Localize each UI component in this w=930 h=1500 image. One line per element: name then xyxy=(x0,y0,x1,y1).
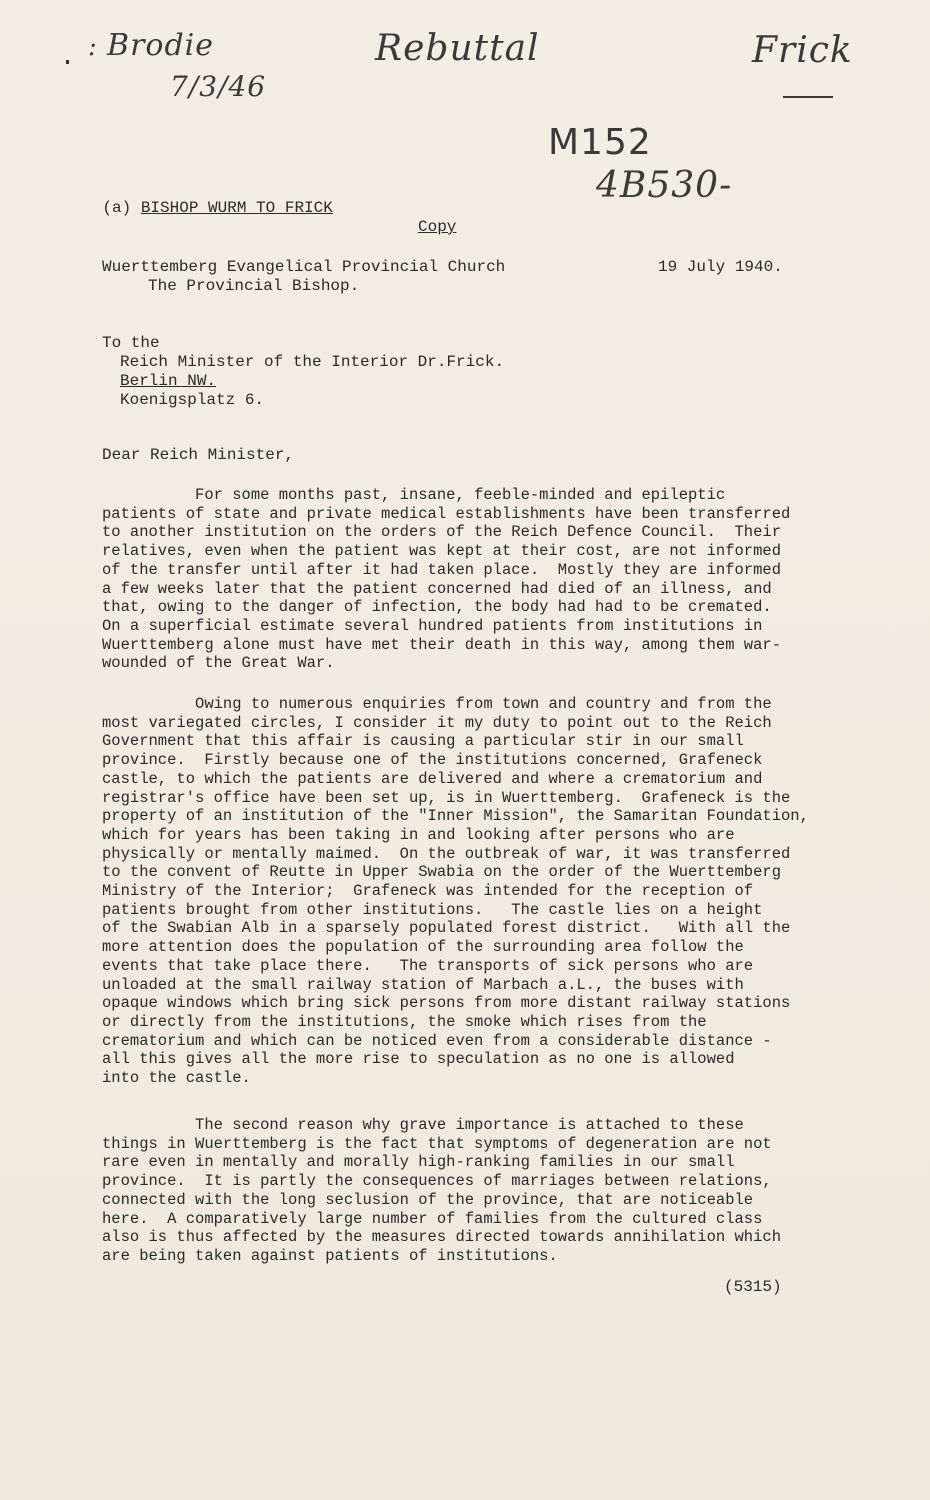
text-line: castle, to which the patients are delivered and where a crematorium and xyxy=(102,769,763,788)
copy-heading: Copy xyxy=(418,218,457,236)
text-line: most variegated circles, I consider it my duty to point out to the Reich xyxy=(102,713,772,732)
text-line: things in Wuerttemberg is the fact that symptoms of degeneration are not xyxy=(102,1134,772,1153)
document-number: (5315) xyxy=(724,1278,782,1296)
stray-mark xyxy=(66,60,69,64)
address-line-2: Berlin NW. xyxy=(120,372,217,390)
handwritten-doc-code-1: M152 xyxy=(548,122,652,163)
handwritten-note-date: 7/3/46 xyxy=(170,70,267,103)
text-line: of the Swabian Alb in a sparsely populated forest district. With all the xyxy=(102,919,791,938)
text-line: province. It is partly the consequences of marriages between relations, xyxy=(102,1172,772,1191)
text-line: Owing to numerous enquiries from town and country and from the xyxy=(102,695,772,713)
address-to: To the xyxy=(102,334,160,352)
letter-date: 19 July 1940. xyxy=(658,258,783,276)
text-line: Government that this affair is causing a particular stir in our small xyxy=(102,732,744,751)
text-line: patients brought from other institutions. The castle lies on a height xyxy=(102,900,763,919)
sender-title: The Provincial Bishop. xyxy=(148,277,360,295)
text-line: or directly from the institutions, the smoke which rises from the xyxy=(102,1012,707,1031)
text-line: patients of state and private medical establishments have been transferred xyxy=(102,504,791,523)
text-line: to another institution on the orders of the Reich Defence Council. Their xyxy=(102,523,782,542)
label-prefix: (a) xyxy=(102,199,132,217)
text-line: physically or mentally maimed. On the outbreak of war, it was transferred xyxy=(102,844,791,863)
handwritten-note-name: : Brodie xyxy=(88,28,215,63)
text-line: that, owing to the danger of infection, the body had had to be cremated. xyxy=(102,598,772,617)
address-line-3: Koenigsplatz 6. xyxy=(120,391,265,409)
text-line: Wuerttemberg alone must have met their death in this way, among them war- xyxy=(102,635,782,654)
text-line: to the convent of Reutte in Upper Swabia on the order of the Wuerttemberg xyxy=(102,863,782,882)
text-line: unloaded at the small railway station of Marbach a.L., the buses with xyxy=(102,975,744,994)
text-line: The second reason why grave importance is attached to these xyxy=(102,1116,744,1134)
text-line: a few weeks later that the patient concerned had died of an illness, and xyxy=(102,579,772,598)
text-line: relatives, even when the patient was kept at their cost, are not informed xyxy=(102,542,782,561)
text-line: Ministry of the Interior; Grafeneck was intended for the reception of xyxy=(102,882,754,901)
text-line: province. Firstly because one of the institutions concerned, Grafeneck xyxy=(102,751,763,770)
text-line: which for years has been taking in and looking after persons who are xyxy=(102,825,735,844)
text-line: wounded of the Great War. xyxy=(102,654,335,673)
handwritten-colon: : xyxy=(88,32,108,62)
text-line: property of an institution of the "Inner Mission", the Samaritan Foundation, xyxy=(102,807,809,826)
sender-org: Wuerttemberg Evangelical Provincial Church xyxy=(102,258,506,276)
document-label xyxy=(64,180,333,237)
text-line: more attention does the population of the surrounding area follow the xyxy=(102,938,744,957)
paragraph-1 xyxy=(102,486,862,673)
label-title: BISHOP WURM TO FRICK xyxy=(140,199,333,217)
handwritten-underline xyxy=(783,96,833,98)
text-line: For some months past, insane, feeble-minded and epileptic xyxy=(102,486,726,504)
text-line: crematorium and which can be noticed even from a considerable distance - xyxy=(102,1031,772,1050)
text-line: here. A comparatively large number of families from the cultured class xyxy=(102,1209,763,1228)
text-line: On a superficial estimate several hundred patients from institutions in xyxy=(102,616,763,635)
text-line: also is thus affected by the measures directed towards annihilation which xyxy=(102,1228,782,1247)
paragraph-3 xyxy=(102,1116,862,1266)
text-line: opaque windows which bring sick persons from more distant railway stations xyxy=(102,994,791,1013)
salutation: Dear Reich Minister, xyxy=(102,446,295,464)
text-line: of the transfer until after it had taken place. Mostly they are informed xyxy=(102,560,782,579)
handwritten-note-rebuttal: Rebuttal xyxy=(375,28,540,69)
address-line-1: Reich Minister of the Interior Dr.Frick. xyxy=(120,353,505,371)
handwritten-doc-code-2: 4B530- xyxy=(596,165,733,206)
text-line: all this gives all the more rise to speculation as no one is allowed xyxy=(102,1050,735,1069)
text-line: connected with the long seclusion of the province, that are noticeable xyxy=(102,1190,754,1209)
text-line: rare even in mentally and morally high-ranking families in our small xyxy=(102,1153,735,1172)
text-line: are being taken against patients of institutions. xyxy=(102,1246,558,1265)
text-line: into the castle. xyxy=(102,1069,251,1088)
text-line: registrar's office have been set up, is in Wuerttemberg. Grafeneck is the xyxy=(102,788,791,807)
handwritten-note-frick: Frick xyxy=(752,30,853,71)
paragraph-2 xyxy=(102,695,862,1088)
text-line: events that take place there. The transports of sick persons who are xyxy=(102,956,754,975)
